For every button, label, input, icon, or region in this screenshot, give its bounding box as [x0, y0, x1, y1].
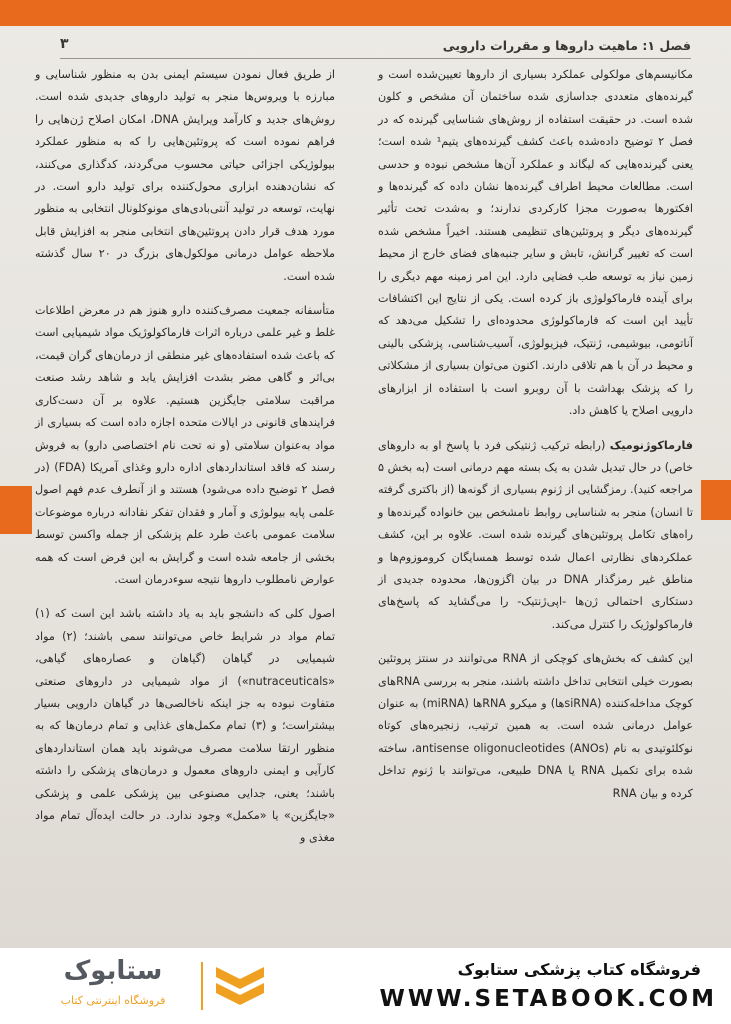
logo-divider — [201, 962, 203, 1010]
page-number: ۳ — [60, 36, 69, 52]
paragraph: این کشف که بخش‌های کوچکی از RNA می‌توانند در سنتز پروتئین بصورت خیلی انتخابی تداخل داشته باشند، منجر به بررسی RNAهای کوچک مداخله‌کننده (siRNAها) و میکرو RNAها (miRNA) به عنوان عوامل درمانی شده است. به همین ترتیب، زنجیره‌های کوتاه نوکلئوتیدی به نام antisense oligonucleotides (ANOs)، ساخته شده برای تکمیل RNA یا DNA طبیعی، می‌توانند با ژنوم تداخل کرده و بیان RNA — [378, 652, 693, 800]
paragraph: مکانیسم‌های مولکولی عملکرد بسیاری از داروها تعیین‌شده است و گیرنده‌های متعددی جداسازی شده ساختمان آن مشخص و کلون شده است. در حقیقت استفاده از روش‌های شناسایی گیرنده که در فصل ۲ توضیح داده‌شده باعث کشف گیرنده‌های یتیم¹ شده است؛ یعنی گیرنده‌هایی که لیگاند و عملکرد آن‌ها مشخص نبوده و حدسی است. مطالعات محیط اطراف گیرنده‌ها نشان داده که گیرنده‌ها و افکتورها به‌صورت مجزا کارکردی ندارند؛ و به‌شدت تحت تأثیر گیرنده‌های دیگر و پروتئین‌های تنظیمی هستند. اخیراً مشخص شده است که تغییر گرانش، تابش و سایر جنبه‌های فضای خارج از محیط زمین نیاز به توسعه طب فضایی دارد. این امر زمینه مهم دیگری را برای آینده فارماکولوژی باز کرده است. یکی از نتایج این اکتشافات تأیید این است که فارماکولوژی محدوده‌ای را تشکیل می‌دهد که آناتومی، بیوشیمی، ژنتیک، فیزیولوژی، آسیب‌شناسی، پزشکی بالینی و محیط در آن با هم تلاقی دارند. اکنون می‌توان بسیاری از مشکلاتی را که پزشک بهداشت با آن روبرو است با استفاده از ابزارهای دارویی اصلاح یا کاهش داد. — [378, 68, 693, 418]
running-header — [60, 36, 691, 58]
orange-edge-tab-left — [0, 486, 32, 534]
watermark-footer — [0, 948, 731, 1024]
orange-top-band — [0, 0, 731, 26]
chapter-title: فصل ۱: ماهیت داروها و مقررات دارویی — [442, 38, 691, 53]
header-rule — [60, 58, 691, 59]
left-text-column — [35, 64, 335, 862]
shop-url[interactable]: WWW.SETABOOK.COM — [379, 986, 717, 1012]
shop-name: فروشگاه کتاب پزشکی ستابوک — [457, 960, 701, 979]
paragraph: اصول کلی که دانشجو باید به یاد داشته باشد این است که (۱) تمام مواد در شرایط خاص می‌توانند سمی باشند؛ (۲) مواد شیمیایی در گیاهان (گیاهان و عصاره‌های گیاهی، «nutraceuticals») از مواد شیمیایی در داروهای صنعتی متفاوت نبوده به جز اینکه ناخالصی‌ها در گیاهان دارویی بسیار بیشتراست؛ و (۳) تمام مکمل‌های غذایی و تمام درمان‌ها که به منظور ارتقا سلامت مصرف می‌شوند باید همان استانداردهای کارآیی و ایمنی داروهای معمول و درمان‌های پزشکی را داشته باشند؛ یعنی، جدایی مصنوعی بین پزشکی علمی و پزشکی «جایگزین» یا «مکمل» وجود ندارد. در حالت ایده‌آل تمام مواد مغذی و — [35, 607, 336, 845]
logo-wordmark: ستابوک — [63, 956, 163, 986]
paragraph — [378, 435, 693, 637]
orange-edge-tab-right — [701, 480, 731, 520]
paragraph: از طریق فعال نمودن سیستم ایمنی بدن به منظور شناسایی و مبارزه با ویروس‌ها منجر به تولید داروهای جدیدی شده است. روش‌های جدید و کارآمد ویرایش DNA، امکان اصلاح ژن‌هایی را فراهم نموده است که پروتئین‌هایی را که به منظور عملکرد بیولوژیکی اجزائی حیاتی محسوب می‌گردند، کدگذاری می‌کنند، که نشان‌دهنده ابزاری محول‌کننده برای تولید دارو است. در نهایت، توسعه در تولید آنتی‌بادی‌های مونوکلونال انتخابی به منظور مورد هدف قرار دادن پروتئین‌های انتخابی منجر به افزایش قابل ملاحظه عوامل درمانی مولکول‌های بزرگ در ۲۰ سال گذشته شده است. — [35, 68, 335, 283]
logo-subtitle: فروشگاه اینترنتی کتاب — [60, 994, 166, 1007]
chevron-logo-icon — [214, 963, 266, 1011]
paragraph: متأسفانه جمعیت مصرف‌کننده دارو هنوز هم در معرض اطلاعات غلط و غیر علمی درباره اثرات فارماکولوژیک مواد شیمیایی است که باعث شده استفاده‌های غیر منطقی از درمان‌های گران قیمت، بی‌اثر و گاهی مضر بشدت افزایش یابد و شاهد رشد صنعت مراقبت سلامتی جایگزین هستیم. علاوه بر آن دست‌کاری فرایندهای قانونی در ایالات متحده اجازه داده است که بسیاری از مواد به‌عنوان سلامتی (و نه تحت نام اختصاصی دارو) به فروش رسند که فاقد استانداردهای اداره دارو وغذای آمریکا (FDA) (در فصل ۲ توضیح داده می‌شود) هستند و از آنطرف عدم فهم اصول علمی پایه بیولوژی و آمار و فقدان تفکر نقادانه درباره موضوعات سلامت عمومی باعث طرد علم پزشکی از جمله واکسن توسط بخشی از جامعه شده است و گرایش به این فرض است که همه عوارض نامطلوب داروها نتیجه سوء‌درمان است. — [35, 304, 335, 586]
term-heading: فارماکوژنومیک — [609, 438, 693, 452]
right-text-column — [378, 64, 693, 817]
paragraph-body: (رابطه ترکیب ژنتیکی فرد با پاسخ او به داروهای خاص) در حال تبدیل شدن به یک بسته مهم درمانی است (به بخش ۵ مراجعه کنید). رمزگشایی از ژنوم بسیاری از گونه‌ها (از باکتری گرفته تا انسان) منجر به شناسایی روابط نامشخص بین خانواده گیرنده‌ها و راه‌های تکامل پروتئین‌های گیرنده شده است. علاوه بر این، کشف عملکردهای نظارتی اعمال شده توسط همسایگان کروموزوم‌ها و مناطق غیر رمزگذار DNA در بیان اگزون‌ها، محدوده جدیدی از دستکاری احتمالی ژن‌ها -اپی‌ژنتیک- را می‌گشاید که پاسخ‌های فارماکولوژیک را کنترل می‌کند. — [378, 438, 694, 631]
